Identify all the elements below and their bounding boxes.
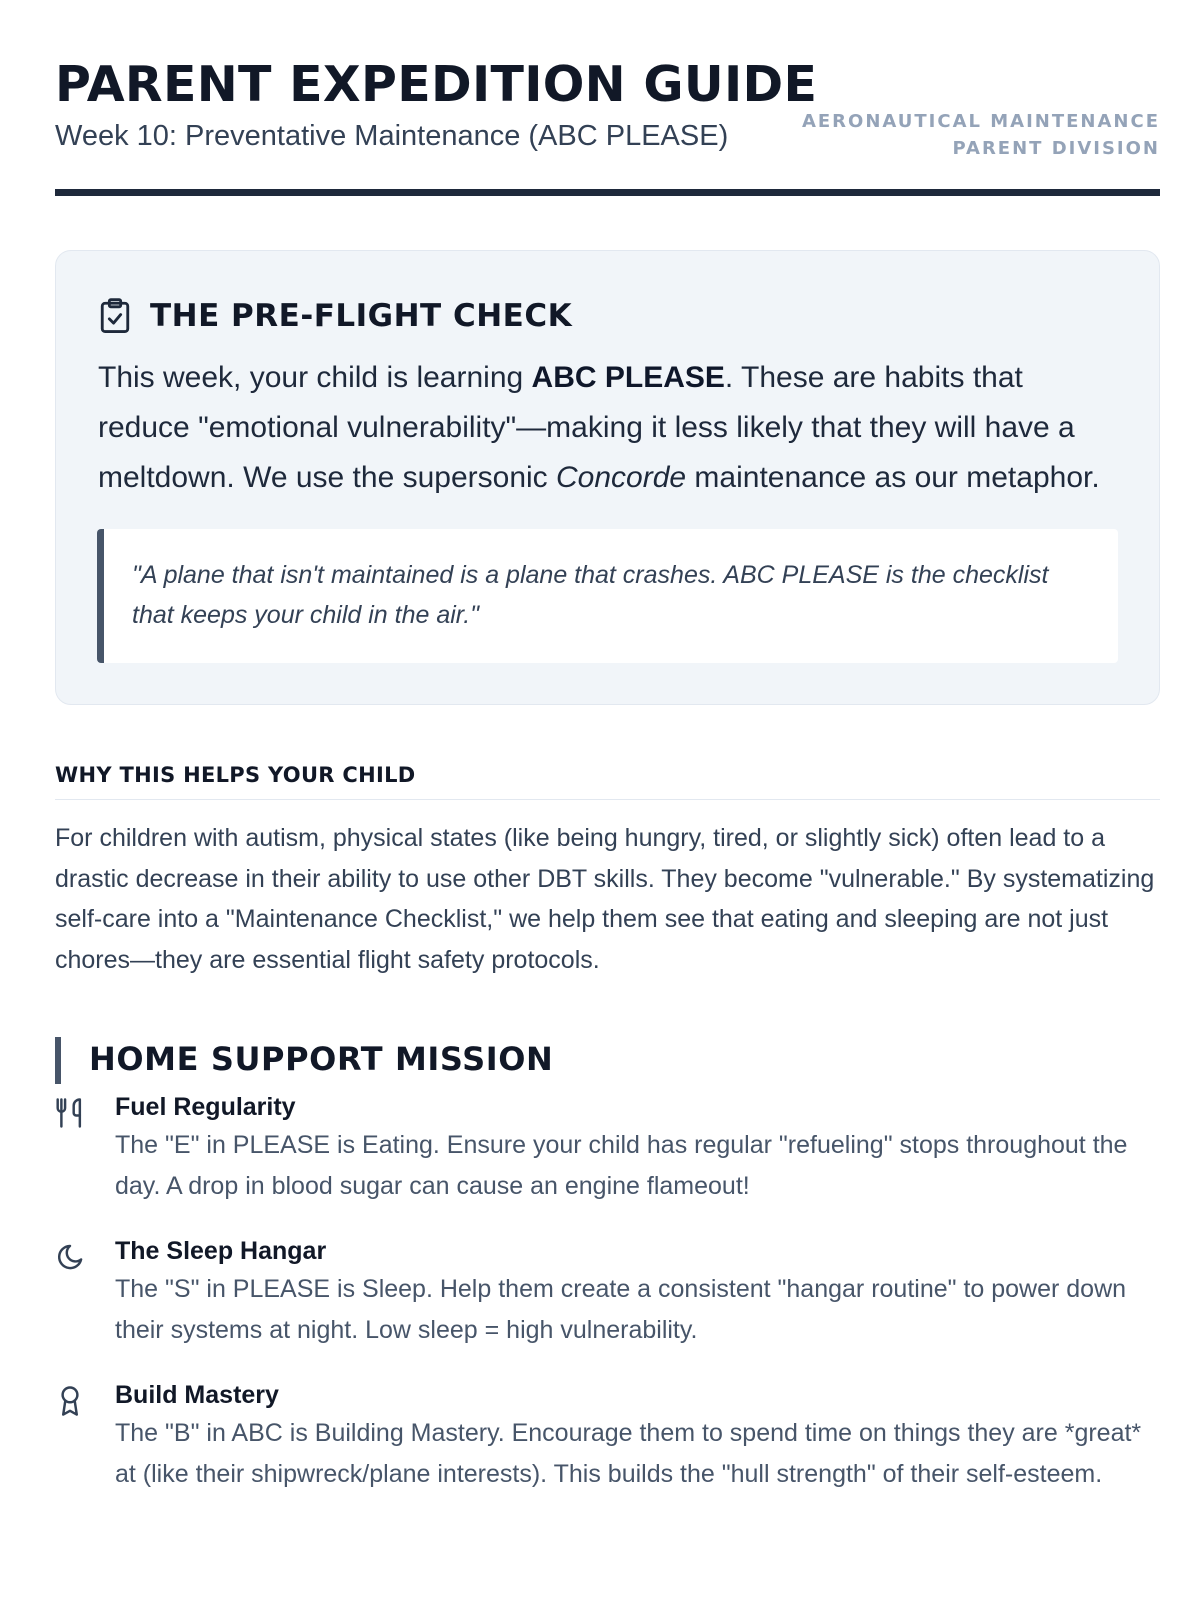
mission-item-title: The Sleep Hangar xyxy=(115,1237,327,1265)
why-heading: WHY THIS HELPS YOUR CHILD xyxy=(55,763,416,787)
why-divider xyxy=(55,799,1160,800)
mission-item-desc: The "S" in PLEASE is Sleep. Help them create a consistent "hangar routine" to power down their systems at night. Low sleep = high vulnerability. xyxy=(115,1275,1127,1344)
mission-item-desc: The "E" in PLEASE is Eating. Ensure your child has regular "refueling" stops throughout the day. A drop in blood sugar can cause an engine flameout! xyxy=(115,1131,1128,1200)
mission-item-desc: The "B" in ABC is Building Mastery. Encourage them to spend time on things they are *great* at (like their shipwreck/plane interests). This builds the "hull strength" of their self-esteem. xyxy=(115,1419,1142,1488)
division-label xyxy=(802,108,1160,162)
mission-title: HOME SUPPORT MISSION xyxy=(89,1040,554,1078)
division-line-2: PARENT DIVISION xyxy=(952,138,1160,159)
preflight-body xyxy=(98,353,1118,503)
preflight-heading xyxy=(98,297,572,335)
division-line-1: AERONAUTICAL MAINTENANCE xyxy=(801,111,1160,132)
mission-item-title: Fuel Regularity xyxy=(115,1093,296,1121)
preflight-body-part2: . These are habits that reduce "emotional vulnerability"—making it less likely that they will have a meltdown. We use the supersonic xyxy=(98,361,1075,494)
page-subtitle: Week 10: Preventative Maintenance (ABC PLEASE) xyxy=(55,120,729,152)
header xyxy=(55,0,1160,196)
page-title: PARENT EXPEDITION GUIDE xyxy=(55,56,818,113)
why-body: For children with autism, physical states (like being hungry, tired, or slightly sick) often lead to a drastic decrease in their ability to use other DBT skills. They become "vulnerable." By systematizing self-care into a "Maintenance Checklist," we help them see that eating and sleeping are not just chores—they are essential flight safety protocols. xyxy=(55,824,1155,974)
clipboard-check-icon xyxy=(98,297,132,335)
moon-icon xyxy=(55,1241,85,1273)
preflight-body-part3: maintenance as our metaphor. xyxy=(686,461,1100,494)
header-divider xyxy=(55,189,1160,196)
preflight-body-bold: ABC PLEASE xyxy=(531,361,725,394)
utensils-icon xyxy=(55,1097,85,1129)
preflight-body-italic: Concorde xyxy=(556,461,687,494)
mission-accent-bar xyxy=(55,1037,61,1084)
preflight-title: THE PRE-FLIGHT CHECK xyxy=(150,298,573,334)
preflight-card xyxy=(55,250,1160,705)
award-icon xyxy=(55,1385,85,1417)
page xyxy=(55,0,1160,1488)
mission-item-title: Build Mastery xyxy=(115,1381,279,1409)
preflight-quote: "A plane that isn't maintained is a plane that crashes. ABC PLEASE is the checklist that keeps your child in the air." xyxy=(97,529,1118,663)
preflight-body-part1: This week, your child is learning xyxy=(98,361,532,394)
